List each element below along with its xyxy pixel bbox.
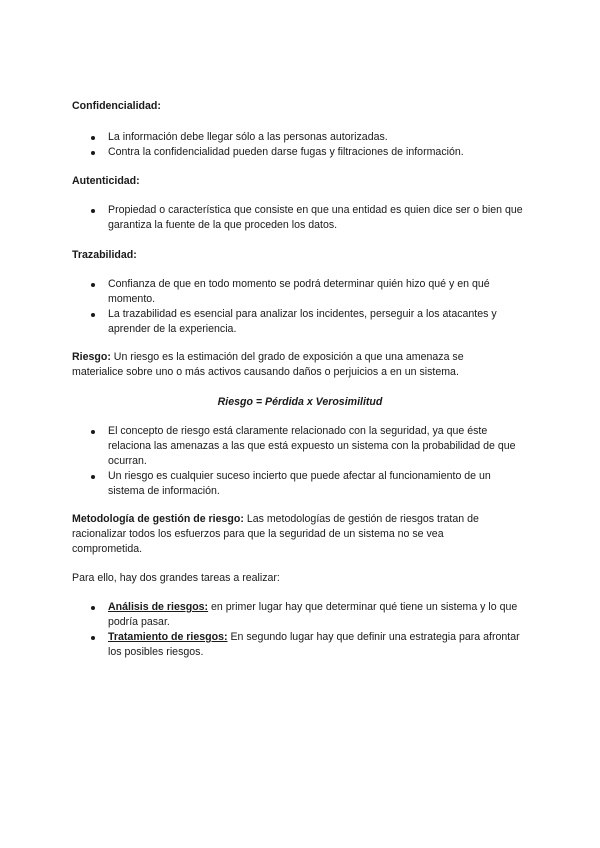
list-item: Un riesgo es cualquier suceso incierto que puede afectar al funcionamiento de un sistema de información. — [72, 469, 528, 499]
riesgo-label: Riesgo: — [72, 351, 111, 363]
metodologia-paragraph — [72, 512, 512, 557]
task-text: En segundo lugar hay que definir una estrategia para afrontar los posibles riesgos. — [108, 631, 520, 658]
list-item: Propiedad o característica que consiste en que una entidad es quien dice ser o bien que garantiza la fuente de la que proceden los datos. — [72, 203, 528, 233]
list-item: La información debe llegar sólo a las personas autorizadas. — [72, 130, 528, 145]
list-item: Confianza de que en todo momento se podrá determinar quién hizo qué y en qué momento. — [72, 277, 528, 307]
list-item: Contra la confidencialidad pueden darse fugas y filtraciones de información. — [72, 145, 528, 160]
heading-autenticidad: Autenticidad: — [72, 175, 140, 187]
autenticidad-list — [72, 203, 528, 233]
riesgo-text: Un riesgo es la estimación del grado de exposición a que una amenaza se materialice sobre uno o más activos causando daños o perjuicios a en un sistema. — [72, 351, 464, 378]
task-label: Análisis de riesgos: — [108, 601, 209, 613]
list-item — [72, 630, 528, 660]
riesgo-list — [72, 424, 528, 499]
metodologia-label: Metodología de gestión de riesgo: — [72, 513, 244, 525]
list-item — [72, 600, 528, 630]
task-label: Tratamiento de riesgos: — [108, 631, 228, 643]
riesgo-formula: Riesgo = Pérdida x Verosimilitud — [217, 396, 383, 408]
heading-confidencialidad: Confidencialidad: — [72, 100, 161, 112]
heading-trazabilidad: Trazabilidad: — [72, 249, 137, 261]
metodologia-intro: Para ello, hay dos grandes tareas a realizar: — [72, 572, 280, 584]
list-item: La trazabilidad es esencial para analizar los incidentes, perseguir a los atacantes y aprender de la experiencia. — [72, 307, 528, 337]
tasks-list — [72, 600, 528, 660]
task-text: en primer lugar hay que determinar qué tiene un sistema y lo que podría pasar. — [108, 601, 518, 628]
confidencialidad-list — [72, 130, 528, 160]
list-item: El concepto de riesgo está claramente relacionado con la seguridad, ya que éste relaciona las amenazas a las que está expuesto un sistema con la probabilidad de que ocurran. — [72, 424, 528, 469]
trazabilidad-list — [72, 277, 528, 337]
metodologia-text: Las metodologías de gestión de riesgos tratan de racionalizar todos los esfuerzos para que la seguridad de un sistema no se vea comprometida. — [72, 513, 479, 555]
riesgo-paragraph — [72, 350, 512, 380]
